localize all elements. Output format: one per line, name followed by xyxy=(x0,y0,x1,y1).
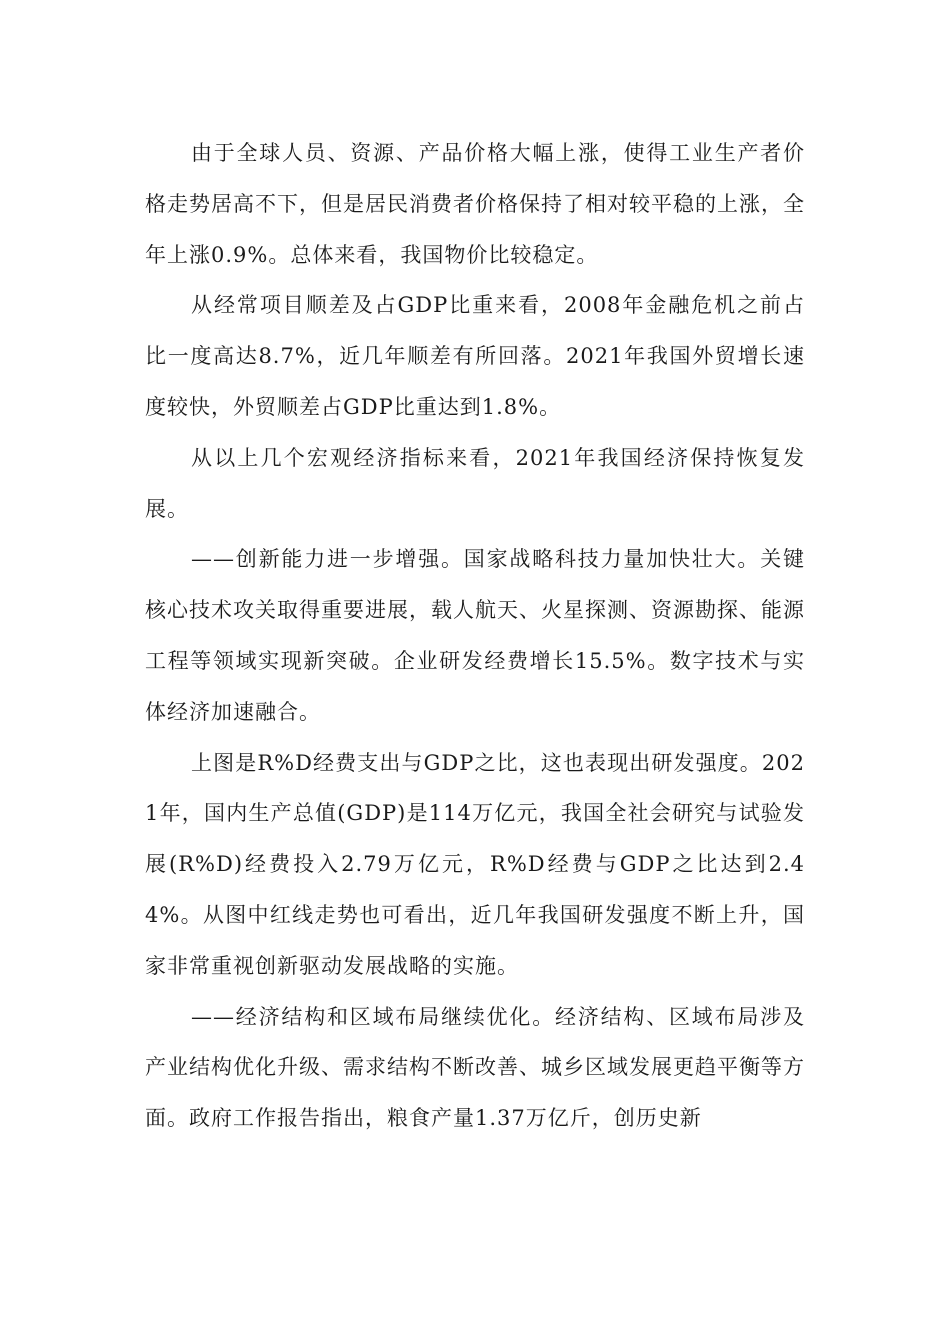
body-text xyxy=(145,128,805,1144)
paragraph-innovation: ——创新能力进一步增强。国家战略科技力量加快壮大。关键核心技术攻关取得重要进展，载人航天、火星探测、资源勘探、能源工程等领域实现新突破。企业研发经费增长15.5%。数字技术与实体经济加速融合。 xyxy=(145,547,805,724)
paragraph-rd-intensity: 上图是R%D经费支出与GDP之比，这也表现出研发强度。2021年，国内生产总值(GDP)是114万亿元，我国全社会研究与试验发展(R%D)经费投入2.79万亿元，R%D经费与GDP之比达到2.44%。从图中红线走势也可看出，近几年我国研发强度不断上升，国家非常重视创新驱动发展战略的实施。 xyxy=(145,750,805,978)
paragraph-structure: ——经济结构和区域布局继续优化。经济结构、区域布局涉及产业结构优化升级、需求结构不断改善、城乡区域发展更趋平衡等方面。政府工作报告指出，粮食产量1.37万亿斤，创历史新 xyxy=(145,1004,805,1131)
paragraph-prices: 由于全球人员、资源、产品价格大幅上涨，使得工业生产者价格走势居高不下，但是居民消费者价格保持了相对较平稳的上涨，全年上涨0.9%。总体来看，我国物价比较稳定。 xyxy=(145,141,805,267)
paragraph-macro-summary: 从以上几个宏观经济指标来看，2021年我国经济保持恢复发展。 xyxy=(145,445,805,521)
paragraph-current-account: 从经常项目顺差及占GDP比重来看，2008年金融危机之前占比一度高达8.7%，近几年顺差有所回落。2021年我国外贸增长速度较快，外贸顺差占GDP比重达到1.8%。 xyxy=(145,293,805,419)
